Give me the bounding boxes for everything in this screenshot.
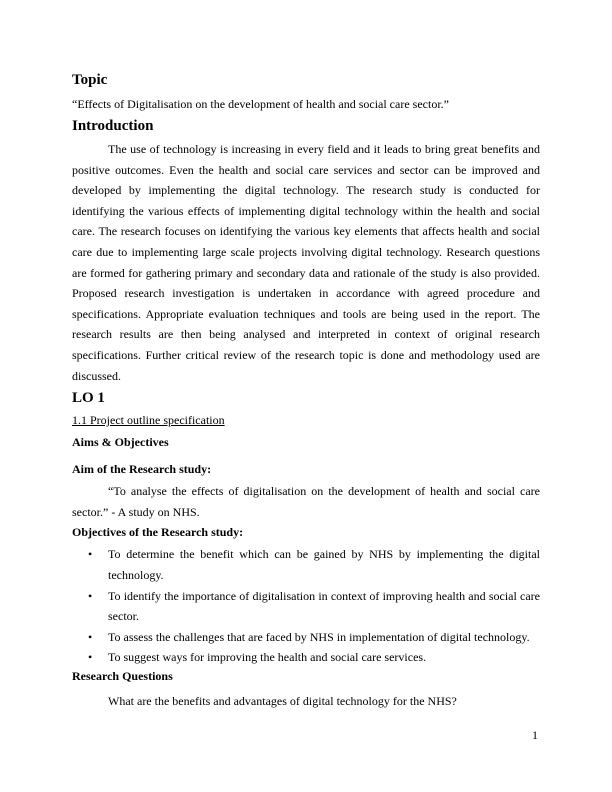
aims-objectives-heading: Aims & Objectives (72, 435, 169, 450)
objective-text: To suggest ways for improving the health and social care services. (108, 650, 427, 665)
page-number: 1 (532, 728, 538, 742)
objective-text: To assess the challenges that are faced by NHS in implementation of digital technology. (108, 629, 530, 644)
objective-item (72, 627, 540, 648)
objectives-heading: Objectives of the Research study: (72, 525, 244, 540)
objective-item (72, 647, 540, 668)
project-outline-subheading: 1.1 Project outline specification (72, 413, 225, 428)
objective-item (72, 544, 540, 585)
bullet-icon: • (88, 547, 93, 562)
research-question-text: What are the benefits and advantages of digital technology for the NHS? (108, 693, 457, 708)
aim-text: “To analyse the effects of digitalisation on the development of health and social care sector.” - A study on NHS. (72, 484, 540, 519)
objectives-list (72, 544, 540, 668)
research-questions-heading: Research Questions (72, 668, 173, 683)
research-question-item (72, 691, 540, 711)
objective-text: To identify the importance of digitalisation in context of improving health and social care sector. (108, 588, 540, 624)
aim-heading: Aim of the Research study: (72, 462, 212, 477)
objective-item (72, 586, 540, 627)
bullet-icon: • (88, 650, 93, 665)
lo1-heading: LO 1 (72, 390, 105, 407)
objective-text: To determine the benefit which can be gained by NHS by implementing the digital technology. (108, 547, 540, 582)
document-page (72, 70, 540, 711)
bullet-icon: • (88, 629, 93, 644)
topic-title: “Effects of Digitalisation on the development of health and social care sector.” (72, 97, 449, 111)
bullet-icon: • (88, 588, 93, 603)
introduction-heading: Introduction (72, 118, 154, 134)
topic-heading: Topic (72, 72, 108, 88)
introduction-paragraph: The use of technology is increasing in every field and it leads to bring great benefits and positive outcomes. Even the health and social care services and sector can be improved and developed by implementing the digital technology. The research study is conducted for identifying the various effects of implementing digital technology within the health and social care. The research focuses on identifying the various key elements that affects health and social care due to implementing large scale projects involving digital technology. Research questions are formed for gathering primary and secondary data and rationale of the study is also provided. Proposed research investigation is undertaken in accordance with agreed procedure and specifications. Appropriate evaluation techniques and tools are being used in the report. The research results are then being analysed and interpreted in context of original research specifications. Further critical review of the research topic is done and methodology used are discussed. (72, 142, 540, 383)
